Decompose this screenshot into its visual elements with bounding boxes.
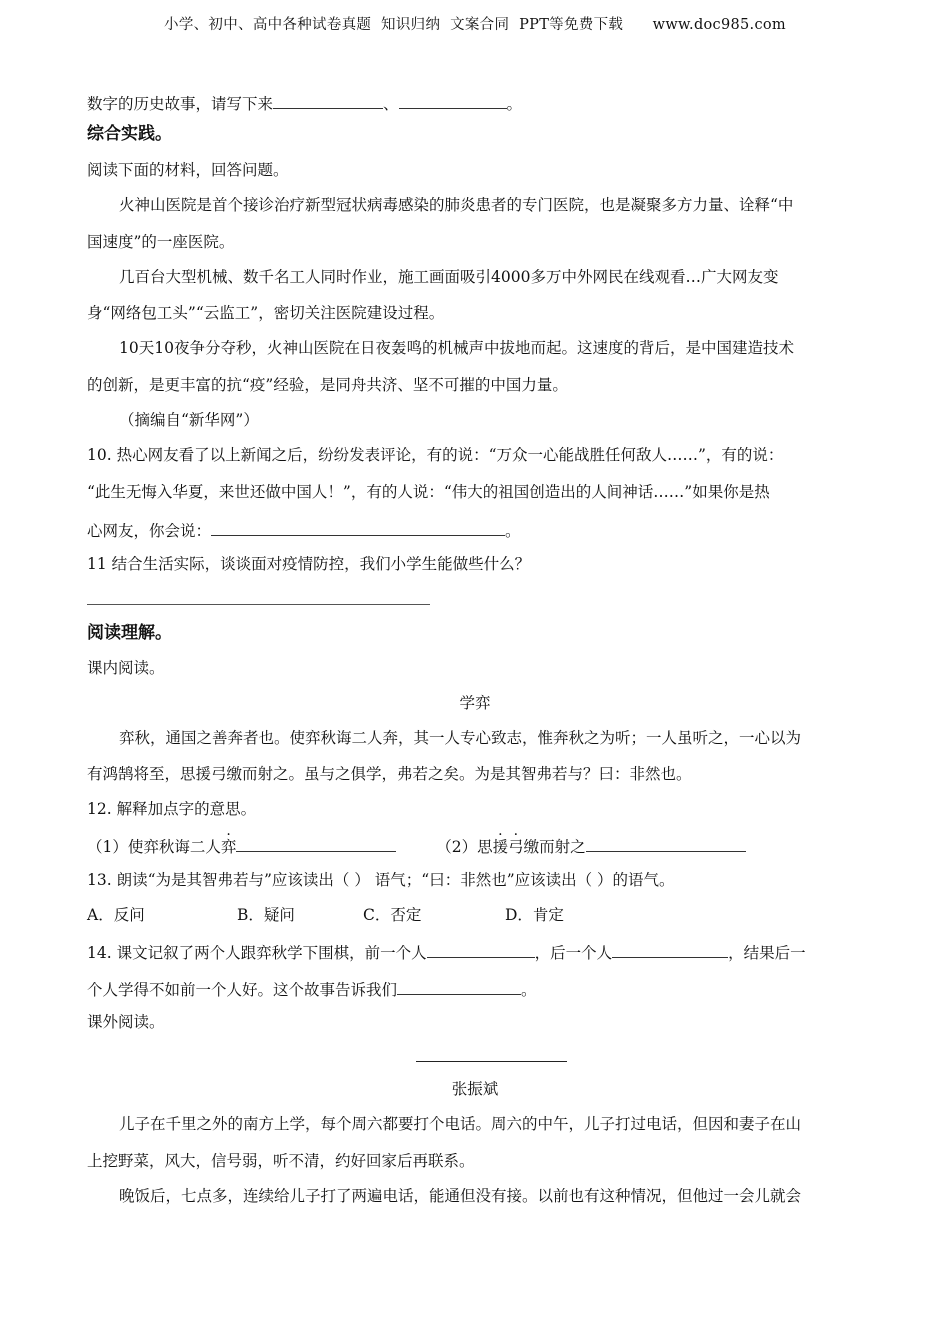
paragraph-line: 身“网络包工头”“云监工”，密切关注医院建设过程。 (87, 304, 445, 322)
instruction: 阅读下面的材料，回答问题。 (87, 161, 289, 179)
passage-line: 弈秋，通国之善奔者也。使弈秋诲二人奔，其一人专心致志，惟奔秋之为听；一人虽听之，一心以为 (119, 729, 802, 747)
instruction: 课内阅读。 (87, 659, 165, 677)
question-11: 11 结合生活实际，谈谈面对疫情防控，我们小学生能做些什么？ (87, 555, 531, 573)
paragraph-line: 10天10夜争分夺秒，火神山医院在日夜轰鸣的机械声中拔地而起。这速度的背后，是中国建造技术 (119, 339, 794, 357)
author: 张振斌 (451, 1080, 499, 1098)
section-heading: 阅读理解。 (87, 623, 172, 643)
paragraph-line: 的创新，是更丰富的抗“疫”经验，是同舟共济、坚不可摧的中国力量。 (87, 376, 568, 394)
question-10-cont: 心网友，你会说： 。 (87, 522, 521, 540)
answer-blank[interactable] (427, 943, 535, 958)
question-10-cont: “此生无悔入华夏，来世还做中国人！”，有的人说：“伟大的祖国创造出的人间神话……”如果你是热 (87, 483, 770, 501)
dotted-char: 弓 (508, 838, 524, 856)
story-line: 儿子在千里之外的南方上学，每个周六都要打个电话。周六的中午，儿子打过电话，但因和妻子在山 (119, 1115, 802, 1133)
source-note: （摘编自“新华网”） (119, 411, 259, 429)
question-13: 13. 朗读“为是其智弗若与”应该读出（ ） 语气；“曰：非然也”应该读出（ ）的语气。 (87, 871, 675, 889)
dotted-char: 援 (492, 838, 509, 856)
passage-title: 学弈 (459, 694, 491, 712)
question-10: 10. 热心网友看了以上新闻之后，纷纷发表评论，有的说：“万众一心能战胜任何敌人……”，有的说： (87, 446, 784, 464)
answer-line[interactable] (87, 604, 430, 605)
passage-line: 有鸿鹄将至，思援弓缴而射之。虽与之俱学，弗若之矣。为是其智弗若与？曰：非然也。 (87, 765, 692, 783)
paragraph-line: 火神山医院是首个接诊治疗新型冠状病毒感染的肺炎患者的专门医院，也是凝聚多方力量、诠释“中 (119, 196, 794, 214)
instruction: 课外阅读。 (87, 1013, 165, 1031)
question-12: 12. 解释加点字的意思。 (87, 800, 257, 818)
answer-blank[interactable] (236, 837, 396, 852)
answer-blank[interactable] (273, 94, 383, 109)
paragraph-line: 几百台大型机械、数千名工人同时作业，施工画面吸引4000多万中外网民在线观看…广大网友变 (119, 268, 779, 286)
question-14: 14. 课文记叙了两个人跟弈秋学下围棋，前一个人 ，后一个人 ，结果后一 (87, 944, 806, 962)
answer-blank[interactable] (612, 943, 728, 958)
section-heading: 综合实践。 (87, 124, 172, 144)
story-line: 晚饭后，七点多，连续给儿子打了两遍电话，能通但没有接。以前也有这种情况，但他过一会儿就会 (119, 1187, 802, 1205)
answer-blank[interactable] (399, 94, 507, 109)
title-blank-line[interactable] (416, 1061, 567, 1062)
answer-blank[interactable] (586, 837, 746, 852)
answer-blank[interactable] (397, 980, 521, 995)
option-b[interactable]: B．疑问 (237, 906, 295, 924)
page-header: 小学、初中、高中各种试卷真题 知识归纳 文案合同 PPT等免费下载 www.doc985.com (164, 17, 786, 33)
option-a[interactable]: A．反问 (87, 906, 145, 924)
question-line: 数字的历史故事，请写下来 、 。 (87, 95, 523, 113)
question-14-cont: 个人学得不如前一个人好。这个故事告诉我们 。 (87, 981, 537, 999)
dotted-char: 弈 (220, 838, 237, 856)
story-line: 上挖野菜，风大，信号弱，听不清，约好回家后再联系。 (87, 1152, 475, 1170)
option-c[interactable]: C．否定 (363, 906, 422, 924)
question-12-items: （1）使弈秋诲二人弈 （2）思援弓缴而射之 (87, 837, 746, 856)
option-d[interactable]: D．肯定 (505, 906, 564, 924)
answer-blank[interactable] (211, 521, 505, 536)
paragraph-line: 国速度”的一座医院。 (87, 233, 235, 251)
